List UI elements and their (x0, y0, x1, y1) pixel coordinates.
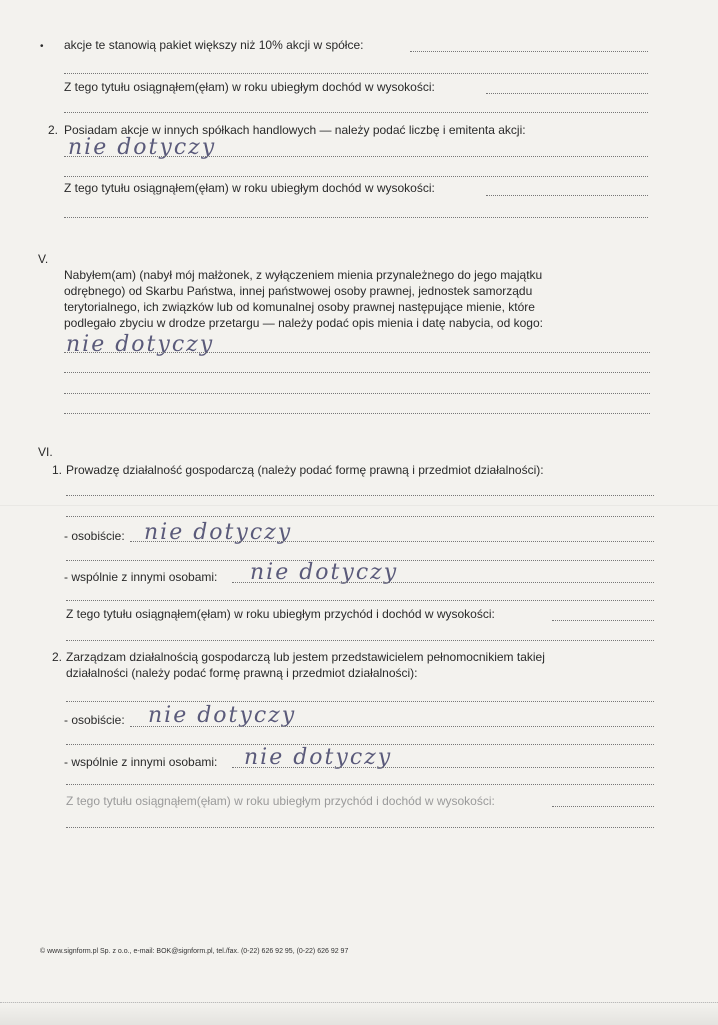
blank-line[interactable] (66, 640, 654, 641)
joint-label: - wspólnie z innymi osobami: (64, 755, 218, 769)
blank-line[interactable] (64, 176, 648, 177)
management-label-line: Zarządzam działalnością gospodarczą lub jestem przedstawicielem pełnomocnikiem takiej (66, 650, 545, 664)
handwritten-answer: nie dotyczy (66, 332, 215, 357)
blank-line[interactable] (64, 413, 650, 414)
footer-copyright: © www.signform.pl Sp. z o.o., e-mail: BOK@signform.pl, tel./fax. (0-22) 626 92 95, (0-22) 626 92 97 (40, 948, 349, 955)
blank-line[interactable] (66, 827, 654, 828)
personal-field[interactable] (130, 726, 654, 727)
revenue-income-field-1[interactable] (552, 620, 654, 621)
business-activity-label: Prowadzę działalność gospodarczą (należy podać formę prawną i przedmiot działalności): (66, 463, 544, 477)
revenue-income-label-1: Z tego tytułu osiągnąłem(ęłam) w roku ubiegłym przychód i dochód w wysokości: (66, 607, 495, 621)
income-label-2: Z tego tytułu osiągnąłem(ęłam) w roku ubiegłym dochód w wysokości: (64, 181, 435, 195)
item-number: 1. (52, 463, 63, 477)
personal-label: - osobiście: (64, 713, 125, 727)
handwritten-answer: nie dotyczy (144, 520, 293, 545)
handwritten-answer: nie dotyczy (148, 703, 297, 728)
income-field-1[interactable] (486, 93, 648, 94)
shares-10-percent-label: akcje te stanowią pakiet większy niż 10% akcji w spółce: (64, 38, 364, 52)
answer-line[interactable] (64, 352, 650, 353)
section-v-text-line: odrębnego) od Skarbu Państwa, innej państwowej osoby prawnej, jednostek samorządu (64, 284, 533, 298)
personal-label: - osobiście: (64, 529, 125, 543)
page-bottom-edge (0, 1002, 718, 1025)
blank-line[interactable] (64, 393, 650, 394)
joint-field[interactable] (232, 767, 654, 768)
section-vi-heading: VI. (38, 445, 53, 459)
handwritten-answer: nie dotyczy (250, 560, 399, 585)
blank-line[interactable] (64, 372, 650, 373)
paper-fold (0, 505, 718, 506)
section-v-text-line: terytorialnego, ich związków lub od komunalnej osoby prawnej następujące mienie, które (64, 300, 535, 314)
joint-field[interactable] (232, 582, 654, 583)
blank-line[interactable] (66, 516, 654, 517)
item-number: 2. (48, 123, 59, 137)
blank-line[interactable] (66, 701, 654, 702)
blank-line[interactable] (66, 495, 654, 496)
revenue-income-field-2[interactable] (552, 806, 654, 807)
revenue-income-label-2: Z tego tytułu osiągnąłem(ęłam) w roku ubiegłym przychód i dochód w wysokości: (66, 794, 495, 808)
blank-line[interactable] (66, 600, 654, 601)
blank-line[interactable] (64, 112, 648, 113)
joint-label: - wspólnie z innymi osobami: (64, 570, 218, 584)
handwritten-answer: nie dotyczy (244, 745, 393, 770)
item-number: 2. (52, 650, 63, 664)
handwritten-answer: nie dotyczy (68, 135, 217, 160)
blank-line[interactable] (64, 217, 648, 218)
answer-line[interactable] (64, 156, 648, 157)
income-field-2[interactable] (486, 195, 648, 196)
shares-10-percent-field[interactable] (410, 51, 648, 52)
section-v-heading: V. (38, 252, 49, 266)
bullet: • (40, 41, 44, 52)
blank-line[interactable] (66, 784, 654, 785)
section-v-text-line: Nabyłem(am) (nabył mój małżonek, z wyłączeniem mienia przynależnego do jego majątku (64, 268, 543, 282)
management-label-line: działalności (należy podać formę prawną i przedmiot działalności): (66, 666, 418, 680)
income-label-1: Z tego tytułu osiągnąłem(ęłam) w roku ubiegłym dochód w wysokości: (64, 80, 435, 94)
section-v-text-line: podlegało zbyciu w drodze przetargu — należy podać opis mienia i datę nabycia, od kogo: (64, 316, 543, 330)
personal-field[interactable] (130, 541, 654, 542)
other-shares-label: Posiadam akcje w innych spółkach handlowych — należy podać liczbę i emitenta akcji: (64, 123, 526, 137)
blank-line[interactable] (64, 73, 648, 74)
